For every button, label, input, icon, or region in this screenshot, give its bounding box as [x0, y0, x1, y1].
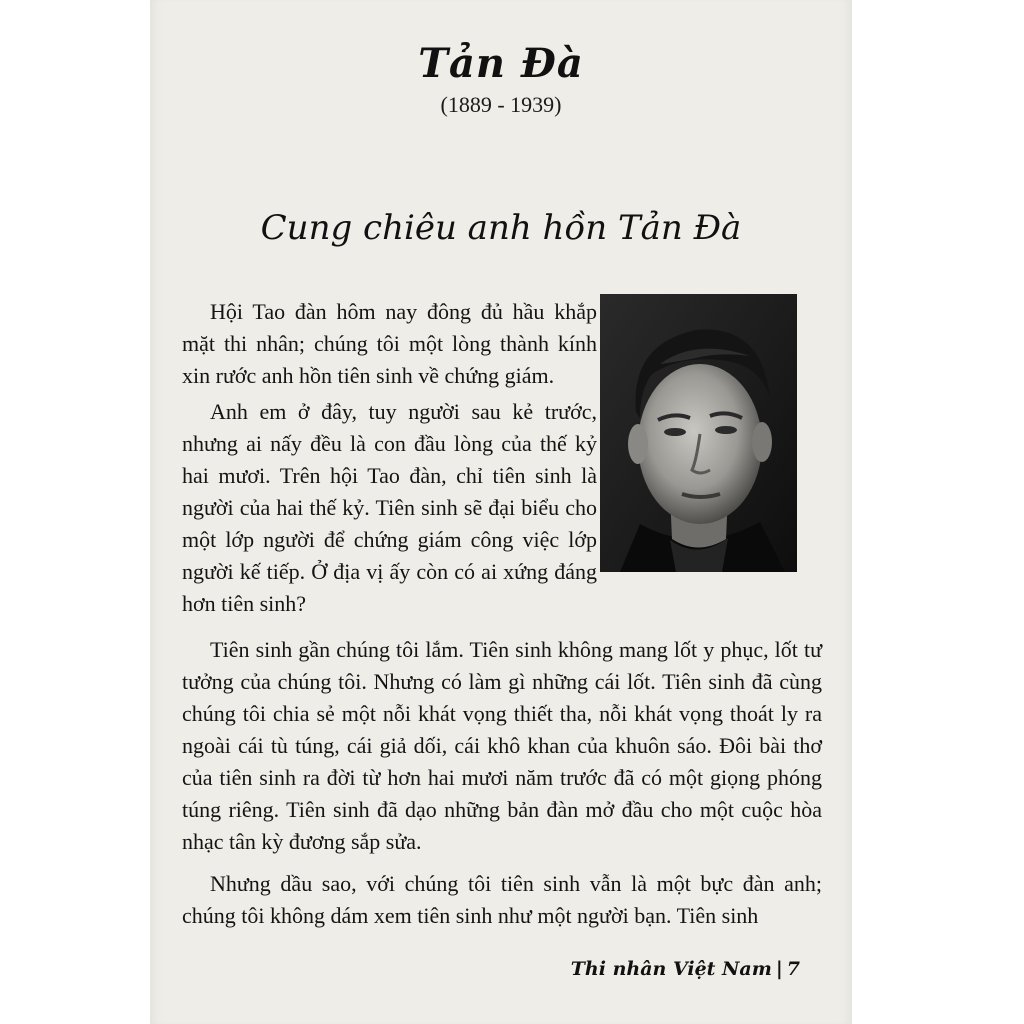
poet-years: (1889 - 1939)	[440, 92, 562, 117]
paragraph-2: Anh em ở đây, tuy người sau kẻ trước, nhưng ai nấy đều là con đầu lòng của thế kỷ hai mươi. Trên hội Tao đàn, chỉ tiên sinh là người của hai thế kỷ. Tiên sinh sẽ đại biểu cho một lớp người để chứng giám công việc lớp người kế tiếp. Ở địa vị ấy còn có ai xứng đáng hơn tiên sinh?	[182, 399, 597, 616]
poet-portrait-photo	[600, 294, 797, 572]
page-footer	[571, 958, 800, 980]
article-subtitle: Cung chiêu anh hồn Tản Đà	[260, 208, 742, 248]
portrait-illustration	[600, 294, 797, 572]
paragraph-4: Nhưng dầu sao, với chúng tôi tiên sinh vẫn là một bực đàn anh; chúng tôi không dám xem tiên sinh như một người bạn. Tiên sinh	[182, 871, 822, 928]
paragraph-1: Hội Tao đàn hôm nay đông đủ hầu khắp mặt thi nhân; chúng tôi một lòng thành kính xin rước anh hồn tiên sinh về chứng giám.	[182, 299, 597, 388]
book-page	[150, 0, 852, 1024]
footer-book-title: Thi nhân Việt Nam	[570, 958, 772, 980]
page-title: Tản Đà	[418, 40, 584, 87]
paragraph-3: Tiên sinh gần chúng tôi lắm. Tiên sinh không mang lốt y phục, lốt tư tưởng của chúng tôi. Nhưng có làm gì những cái lốt. Tiên sinh đã cùng chúng tôi chia sẻ một nỗi khát vọng thiết tha, nỗi khát vọng thoát ly ra ngoài cái tù túng, cái giả dối, cái khô khan của khuôn sáo. Đôi bài thơ của tiên sinh ra đời từ hơn hai mươi năm trước đã có một giọng phóng túng riêng. Tiên sinh đã dạo những bản đàn mở đầu cho một cuộc hòa nhạc tân kỳ đương sắp sửa.	[182, 637, 822, 854]
footer-page-number: 7	[786, 958, 800, 980]
footer-separator: |	[775, 958, 783, 980]
